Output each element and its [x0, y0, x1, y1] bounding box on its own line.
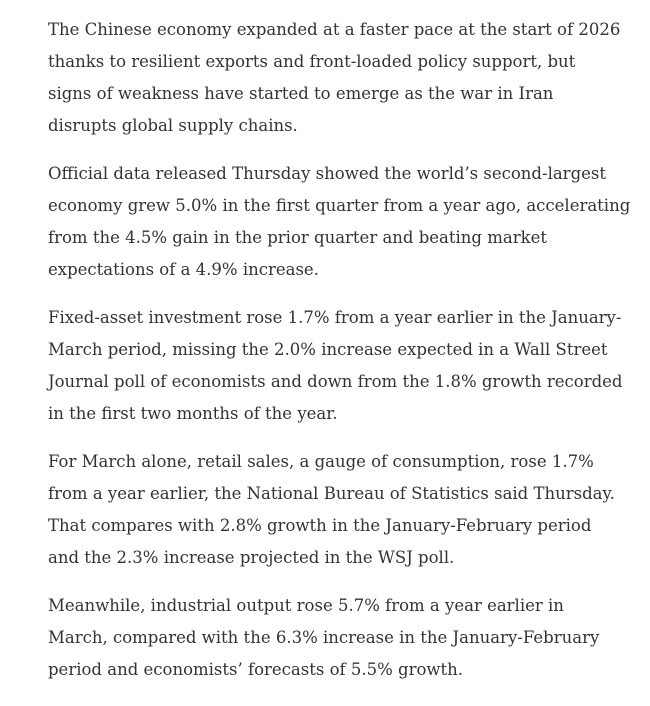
paragraph-line: Official data released Thursday showed the world’s second-largest [48, 164, 606, 183]
paragraph-line: Fixed-asset investment rose 1.7% from a year earlier in the January- [48, 308, 622, 327]
paragraph-line: Journal poll of economists and down from the 1.8% growth recorded [48, 372, 623, 391]
article-body [48, 14, 631, 702]
paragraph-line: For March alone, retail sales, a gauge of consumption, rose 1.7% [48, 452, 594, 471]
paragraph-line: That compares with 2.8% growth in the January-February period [48, 516, 592, 535]
paragraph-line: March, compared with the 6.3% increase in the January-February [48, 628, 600, 647]
paragraph-line: expectations of a 4.9% increase. [48, 260, 319, 279]
paragraph-line: period and economists’ forecasts of 5.5% growth. [48, 660, 464, 679]
paragraph-5 [48, 590, 620, 686]
paragraph-line: from a year earlier, the National Bureau of Statistics said Thursday. [48, 484, 615, 503]
paragraph-3 [48, 302, 623, 430]
paragraph-line: from the 4.5% gain in the prior quarter and beating market [48, 228, 547, 247]
paragraph-line: in the first two months of the year. [48, 404, 338, 423]
paragraph-line: The Chinese economy expanded at a faster pace at the start of 2026 [48, 20, 621, 39]
paragraph-1 [48, 14, 620, 142]
paragraph-line: economy grew 5.0% in the first quarter from a year ago, accelerating [48, 196, 631, 215]
paragraph-4 [48, 446, 620, 574]
paragraph-line: March period, missing the 2.0% increase expected in a Wall Street [48, 340, 608, 359]
paragraph-2 [48, 158, 631, 286]
paragraph-line: Meanwhile, industrial output rose 5.7% from a year earlier in [48, 596, 564, 615]
paragraph-line: thanks to resilient exports and front-loaded policy support, but [48, 52, 576, 71]
paragraph-line: and the 2.3% increase projected in the WSJ poll. [48, 548, 455, 567]
paragraph-line: signs of weakness have started to emerge as the war in Iran [48, 84, 554, 103]
paragraph-line: disrupts global supply chains. [48, 116, 298, 135]
